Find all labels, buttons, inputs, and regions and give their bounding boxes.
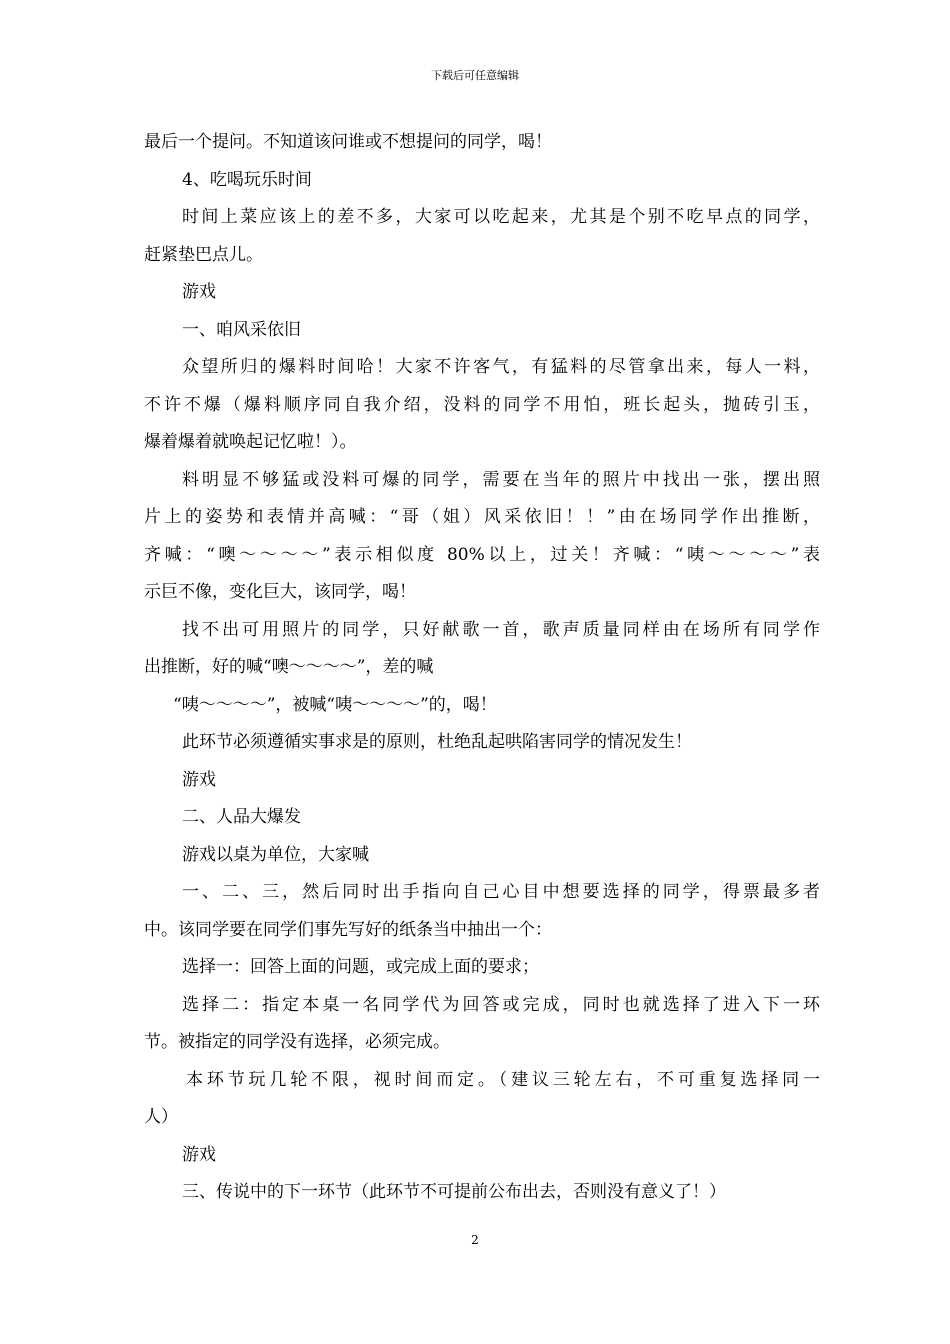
paragraph-line: 不许不爆（爆料顺序同自我介绍，没料的同学不用怕，班长起头，抛砖引玉，	[144, 394, 820, 415]
paragraph-line: 出推断，好的喊“噢～～～～”，差的喊	[144, 657, 434, 677]
paragraph-line: 赶紧垫巴点儿。	[144, 244, 263, 265]
paragraph-line: 人）	[144, 1107, 178, 1127]
game-label: 游戏	[182, 769, 216, 790]
section-heading: 4、吃喝玩乐时间	[182, 169, 312, 190]
paragraph-line: 众望所归的爆料时间哈！大家不许客气，有猛料的尽管拿出来，每人一料，	[182, 357, 820, 377]
paragraph-line: 选择二：指定本桌一名同学代为回答或完成，同时也就选择了进入下一环	[182, 994, 820, 1015]
paragraph-line: 示巨不像，变化巨大，该同学，喝！	[144, 582, 416, 602]
paragraph-line: 本环节玩几轮不限，视时间而定。（建议三轮左右，不可重复选择同一	[186, 1069, 820, 1090]
paragraph-line: 游戏以桌为单位，大家喊	[182, 844, 369, 865]
page-number: 2	[471, 1233, 479, 1247]
paragraph-line: 爆着爆着就唤起记忆啦！）。	[144, 432, 357, 452]
paragraph-line: 最后一个提问。不知道该问谁或不想提问的同学，喝！	[144, 132, 552, 152]
paragraph-line: 片上的姿势和表情并高喊：“哥（姐）风采依旧！！”由在场同学作出推断，	[144, 507, 820, 527]
paragraph-line: 齐喊：“噢～～～～”表示相似度 80%以上，过关！齐喊：“咦～～～～”表	[144, 544, 820, 565]
document-body	[144, 124, 820, 1212]
section-heading: 二、人品大爆发	[182, 807, 301, 827]
paragraph-line: 此环节必须遵循实事求是的原则，杜绝乱起哄陷害同学的情况发生！	[182, 732, 692, 752]
paragraph-line: 一、二、三，然后同时出手指向自己心目中想要选择的同学，得票最多者	[182, 882, 820, 902]
section-heading: 三、传说中的下一环节（此环节不可提前公布出去，否则没有意义了！）	[182, 1182, 726, 1202]
paragraph-line: 选择一：回答上面的问题，或完成上面的要求；	[182, 957, 539, 977]
paragraph-line: 料明显不够猛或没料可爆的同学，需要在当年的照片中找出一张，摆出照	[182, 469, 820, 490]
game-label: 游戏	[182, 1144, 216, 1165]
paragraph-line: 找不出可用照片的同学，只好献歌一首，歌声质量同样由在场所有同学作	[182, 619, 820, 640]
paragraph-line: 节。被指定的同学没有选择，必须完成。	[144, 1032, 450, 1052]
paragraph-line: 时间上菜应该上的差不多，大家可以吃起来，尤其是个别不吃早点的同学，	[182, 207, 820, 227]
paragraph-line: “咦～～～～”，被喊“咦～～～～”的，喝！	[173, 694, 497, 715]
section-heading: 一、咱风采依旧	[182, 319, 301, 340]
paragraph-line: 中。该同学要在同学们事先写好的纸条当中抽出一个：	[144, 919, 552, 940]
page-header: 下载后可任意编辑	[431, 69, 519, 82]
game-label: 游戏	[182, 282, 216, 302]
